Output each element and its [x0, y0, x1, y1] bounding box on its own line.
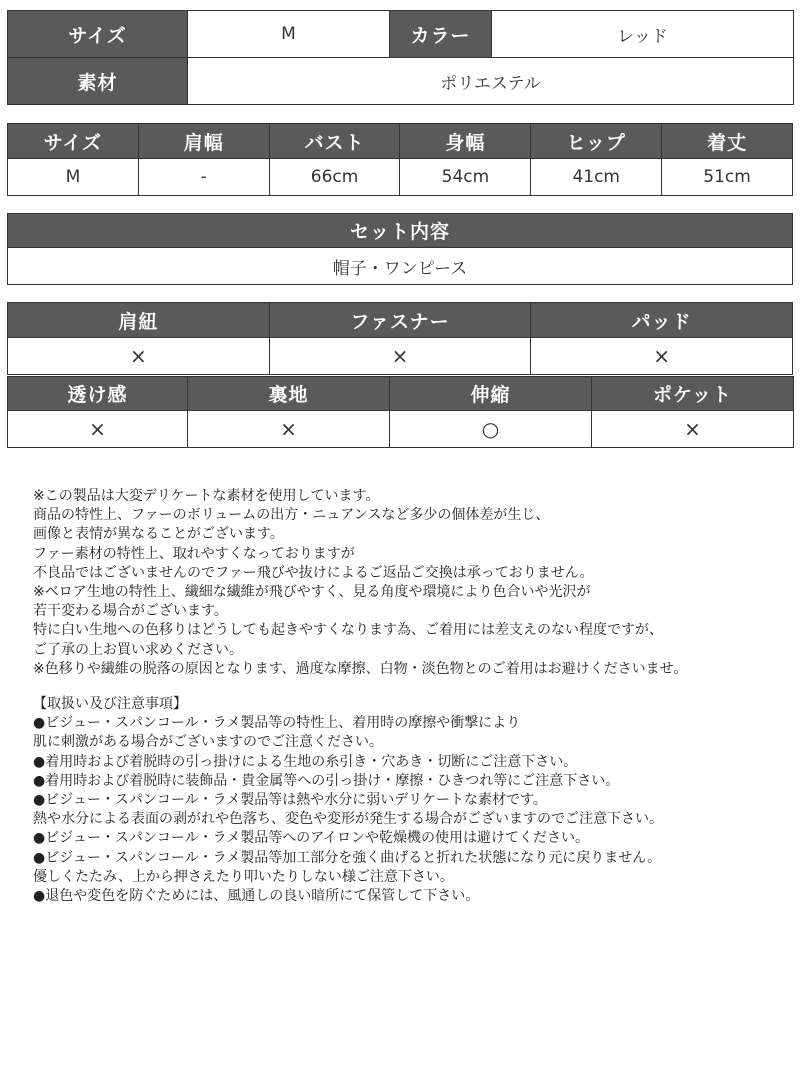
care-line: ●ビジュー・スパンコール・ラメ製品等の特性上、着用時の摩擦や衝撃により [33, 715, 521, 732]
care-line: ●着用時および着脱時に装飾品・貴金属等への引っ掛け・摩擦・ひきつれ等にご注意下さい。 [33, 772, 620, 789]
note-line: 若干変わる場合がございます。 [33, 603, 228, 620]
note-line: 画像と表情が異なることがございます。 [33, 526, 284, 543]
measurement-table [7, 123, 793, 196]
measurement-value: 54cm [400, 159, 531, 196]
feature-value: × [592, 411, 794, 448]
measurement-value: - [138, 159, 269, 196]
feature-value: × [269, 338, 531, 375]
care-instructions [33, 695, 793, 906]
feature-header: パッド [531, 303, 793, 338]
feature-header: 肩紐 [8, 303, 270, 338]
note-line: 不良品ではございませんのでファー飛びや抜けによるご返品ご交換は承っておりません。 [33, 564, 594, 581]
color-label: カラー [390, 11, 492, 58]
feature-value: × [531, 338, 793, 375]
features-table-2 [7, 376, 794, 448]
care-line: 肌に刺激がある場合がございますのでご注意ください。 [33, 734, 383, 751]
color-value: レッド [492, 11, 794, 58]
feature-value: × [188, 411, 390, 448]
care-line: 優しくたたみ、上から押さえたり叩いたりしない様ご注意下さい。 [33, 868, 454, 885]
measurement-value: M [8, 159, 139, 196]
size-value: M [188, 11, 390, 58]
measurement-header: バスト [269, 124, 400, 159]
care-title: 【取扱い及び注意事項】 [33, 696, 187, 712]
care-line: ●ビジュー・スパンコール・ラメ製品等は熱や水分に弱いデリケートな素材です。 [33, 792, 547, 809]
feature-value: × [8, 338, 270, 375]
measurement-value: 66cm [269, 159, 400, 196]
measurement-header: 身幅 [400, 124, 531, 159]
feature-header: 裏地 [188, 377, 390, 411]
care-line: ●ビジュー・スパンコール・ラメ製品等へのアイロンや乾燥機の使用は避けてください。 [33, 830, 589, 847]
measurement-value: 41cm [531, 159, 662, 196]
feature-header: 透け感 [8, 377, 188, 411]
measurement-header: ヒップ [531, 124, 662, 159]
note-line: 商品の特性上、ファーのボリュームの出方・ニュアンスなど多少の個体差が生じ、 [33, 507, 550, 524]
note-line: ※この製品は大変デリケートな素材を使用しています。 [33, 488, 380, 504]
measurement-header: サイズ [8, 124, 139, 159]
note-line: ファー素材の特性上、取れやすくなっておりますが [33, 545, 355, 562]
size-label: サイズ [8, 11, 188, 58]
features-table-1 [7, 302, 793, 375]
set-contents-label: セット内容 [8, 214, 793, 248]
note-line: 特に白い生地への色移りはどうしても起きやすくなります為、ご着用には差支えのない程度ですが、 [33, 622, 663, 639]
material-label: 素材 [8, 58, 188, 105]
note-line: ※ベロア生地の特性上、繊細な繊維が飛びやすく、見る角度や環境により色合いや光沢が [33, 584, 591, 601]
set-contents-value: 帽子・ワンピース [8, 248, 793, 285]
measurement-header: 肩幅 [138, 124, 269, 159]
note-line: ご了承の上お買い求めください。 [33, 641, 243, 658]
care-line: ●退色や変色を防ぐためには、風通しの良い暗所にて保管して下さい。 [33, 888, 480, 905]
care-line: ●着用時および着脱時の引っ掛けによる生地の糸引き・穴あき・切断にご注意下さい。 [33, 753, 578, 770]
feature-value: ○ [390, 411, 592, 448]
note-line: ※色移りや繊維の脱落の原因となります、過度な摩擦、白物・淡色物とのご着用はお避けくださいませ。 [33, 660, 688, 677]
feature-header: ポケット [592, 377, 794, 411]
material-value: ポリエステル [188, 58, 794, 105]
care-line: 熱や水分による表面の剥がれや色落ち、変色や変形が発生する場合がございますのでご注意下さい。 [33, 811, 663, 828]
measurement-value: 51cm [662, 159, 793, 196]
set-contents-table [7, 213, 793, 285]
feature-header: 伸縮 [390, 377, 592, 411]
care-line: ●ビジュー・スパンコール・ラメ製品等加工部分を強く曲げると折れた状態になり元に戻りません。 [33, 849, 662, 866]
feature-header: ファスナー [269, 303, 531, 338]
feature-value: × [8, 411, 188, 448]
measurement-header: 着丈 [662, 124, 793, 159]
product-notes [33, 487, 793, 679]
spec-table [7, 10, 794, 105]
